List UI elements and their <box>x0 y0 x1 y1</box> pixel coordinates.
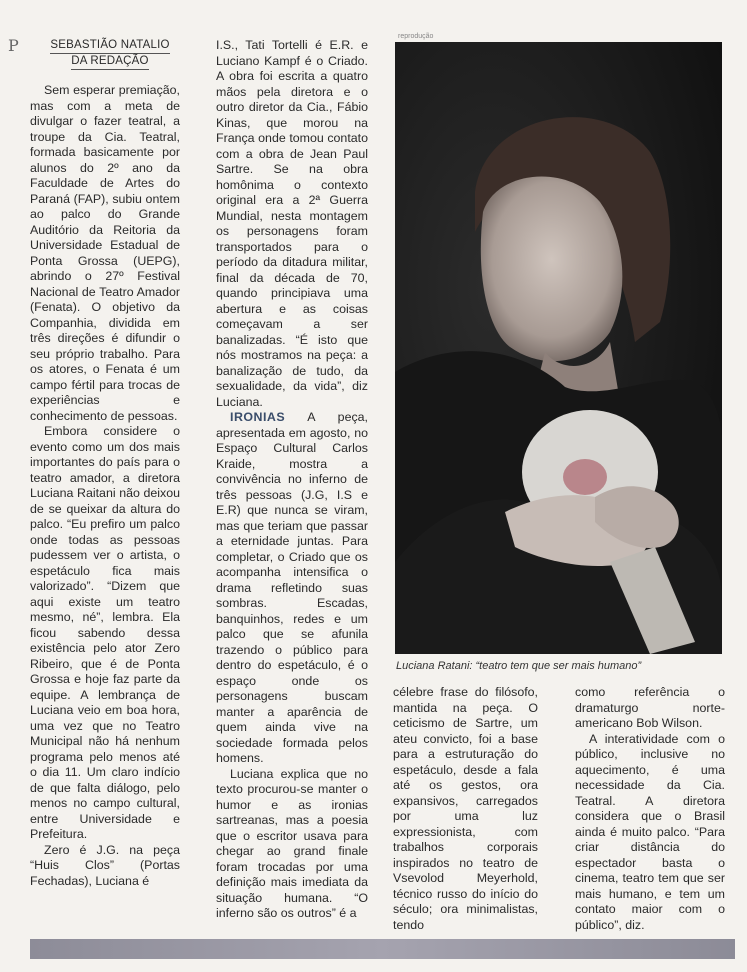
byline <box>50 38 170 70</box>
footer-rule <box>30 939 735 959</box>
article-column-3 <box>393 685 538 933</box>
article-column-2 <box>216 38 368 922</box>
paragraph: Zero é J.G. na peça “Huis Clos” (Portas Fechadas), Luciana é <box>30 842 180 888</box>
article-column-4 <box>575 685 725 933</box>
kicker-text: A peça, apresentada em agosto, no Espaço Cultural Carlos Kraide, mostra a convivência no inferno de três pessoas (J.G, I.S e E.R) que nunca se viram, mas que teriam que passar a eternidade juntas. Para completar, o Criado que os acompanha intensifica o drama refletindo suas sombras. Escadas, banquinhos, redes e um palco que se afunila trazendo o público para dentro do espetáculo, é o espaço onde os personagens buscam manter a aparência de quem ainda vive na sociedade formada pelos homens. <box>216 410 368 765</box>
author-name: SEBASTIÃO NATALIO <box>50 38 169 54</box>
article-photo <box>395 42 722 654</box>
paragraph: como referência o dramaturgo norte-americano Bob Wilson. <box>575 685 725 730</box>
paragraph: célebre frase do filósofo, mantida na peça. O ceticismo de Sartre, um ateu convicto, foi a base para a estruturação do espetáculo, desde a fala até os gestos, ora expansivos, carregados por uma luz expressionista, com trabalhos corporais inspirados no teatro de Vsevolod Meyerhold, técnico russo do início do século; ora minimalistas, tendo <box>393 685 538 932</box>
article-column-1 <box>30 83 180 889</box>
paragraph: Luciana explica que no texto procurou-se manter o humor e as ironias sartreanas, mas a poesia que o escritor usava para chegar ao grand finale foram trocadas por uma definição mais imediata da situação humana. “O inferno são os outros” é a <box>216 766 368 920</box>
paragraph: A interatividade com o público, inclusive no aquecimento, é uma necessidade da Cia. Teatral. A diretora considera que o Brasil ainda é muito palco. “Para criar distância do espectador basta o cinema, teatro tem que ser mais humano, e tem um contato maior com o público”, diz. <box>575 731 725 932</box>
author-desk: DA REDAÇÃO <box>71 54 148 70</box>
page-corner-mark: P <box>8 36 19 55</box>
photo-credit: reprodução <box>398 33 434 40</box>
paragraph-ironias <box>216 410 368 767</box>
photo-caption: Luciana Ratani: “teatro tem que ser mais humano” <box>396 660 642 672</box>
paragraph: Embora considere o evento como um dos mais importantes do país para o teatro amador, a diretora Luciana Raitani não deixou de se queixar da altura do palco. “Eu prefiro um palco onde todas as pessoas pudessem ver o artista, o espetáculo fica mais valorizado”. “Dizem que aqui existe um teatro mesmo, né”, lembra. Ela ficou sabendo dessa existência pelo ator Zero Ribeiro, que é de Ponta Grossa e hoje faz parte da equipe. A lembrança de Luciana veio em boa hora, uma vez que no Teatro Municipal não há nenhum programa pelo menos até o dia 11. Um claro indício de que falta diálogo, pelo menos no campo cultural, entre Universidade e Prefeitura. <box>30 424 180 841</box>
portrait-photo-illustration <box>395 42 722 654</box>
section-kicker: IRONIAS <box>230 410 286 424</box>
paragraph: I.S., Tati Tortelli é E.R. e Luciano Kampf é o Criado. A obra foi escrita a quatro mãos pela diretora e o outro diretor da Cia., Fábio Kinas, que morou na França onde tomou contato com a obra de Jean Paul Sartre. Se na obra homônima o contexto original era a 2ª Guerra Mundial, nesta montagem os personagens foram transportados para o período da ditadura militar, final da década de 70, quando principiava uma abertura e as coisas começavam a ser banalizadas. “É isto que nós mostramos na peça: a banalização de tudo, da sexualidade, da vida”, diz Luciana. <box>216 38 368 409</box>
paragraph: Sem esperar premiação, mas com a meta de divulgar o fazer teatral, a troupe da Cia. Teatral, formada basicamente por alunos do 2º ano da Faculdade de Artes do Paraná (FAP), subiu ontem ao palco do Grande Auditório da Reitoria da Universidade Estadual de Ponta Grossa (UEPG), abrindo o 27º Festival Nacional de Teatro Amador (Fenata). O objetivo da Companhia, dividida em três direções é difundir o seu próprio trabalho. Para os atores, o Fenata é um campo fértil para trocas de experiências e conhecimento de pessoas. <box>30 83 180 423</box>
